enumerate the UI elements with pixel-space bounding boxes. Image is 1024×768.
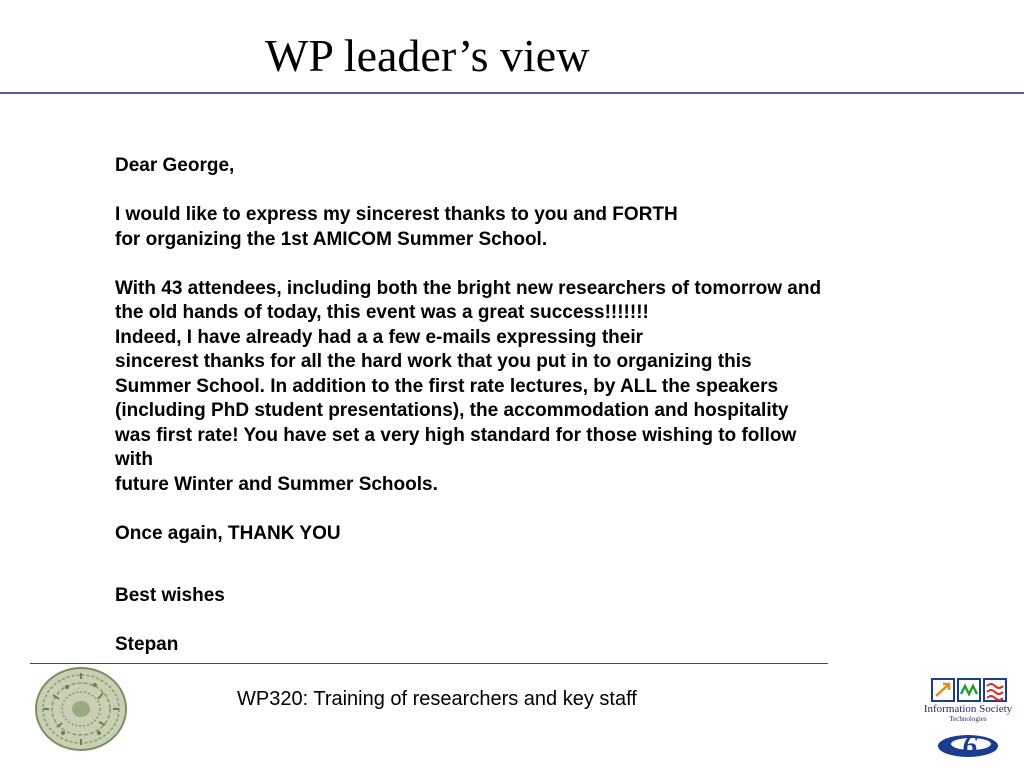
letter-paragraph-2-line: the old hands of today, this event was a great success!!!!!!! — [115, 302, 649, 323]
fp6-logo-icon — [935, 724, 1005, 760]
letter-paragraph-2-line: Indeed, I have already had a a few e-mails expressing their — [115, 326, 643, 348]
letter-paragraph-2-line: (including PhD student presentations), the accommodation and hospitality — [115, 400, 789, 421]
information-society-technologies-logo-icon — [917, 674, 1019, 762]
letter-paragraph-2-line: with — [115, 449, 153, 470]
letter-signature: Stepan — [115, 634, 179, 655]
letter-paragraph-2-line: Summer School. In addition to the first rate lectures, by ALL the speakers — [115, 375, 779, 397]
footer-text: WP320: Training of researchers and key staff — [237, 688, 637, 710]
phaistos-disc-seal-icon — [33, 665, 129, 753]
fp6-mark: 6 — [962, 729, 978, 760]
letter-paragraph-2-line: With 43 attendees, including both the bright new researchers of tomorrow and — [115, 277, 822, 299]
letter-body — [115, 154, 975, 658]
letter-thanks: Once again, THANK YOU — [115, 522, 341, 544]
letter-closing: Best wishes — [115, 585, 225, 606]
letter-salutation: Dear George, — [115, 155, 235, 176]
letter-paragraph-1-line: for organizing the 1st AMICOM Summer School. — [115, 228, 548, 250]
letter-paragraph-1-line: I would like to express my sincerest thanks to you and FORTH — [115, 204, 678, 225]
slide-title: WP leader’s view — [265, 30, 590, 81]
ist-logo-label: Information Society — [923, 703, 1013, 715]
footer-divider — [30, 663, 828, 664]
ist-tiles-icon — [931, 678, 1007, 704]
letter-paragraph-2-line: future Winter and Summer Schools. — [115, 473, 438, 495]
letter-paragraph-2-line: was first rate! You have set a very high standard for those wishing to follow — [115, 424, 797, 446]
title-divider — [0, 92, 1024, 94]
ist-logo-sublabel: Technologies — [949, 715, 987, 723]
letter-paragraph-2-line: sincerest thanks for all the hard work that you put in to organizing this — [115, 351, 752, 372]
